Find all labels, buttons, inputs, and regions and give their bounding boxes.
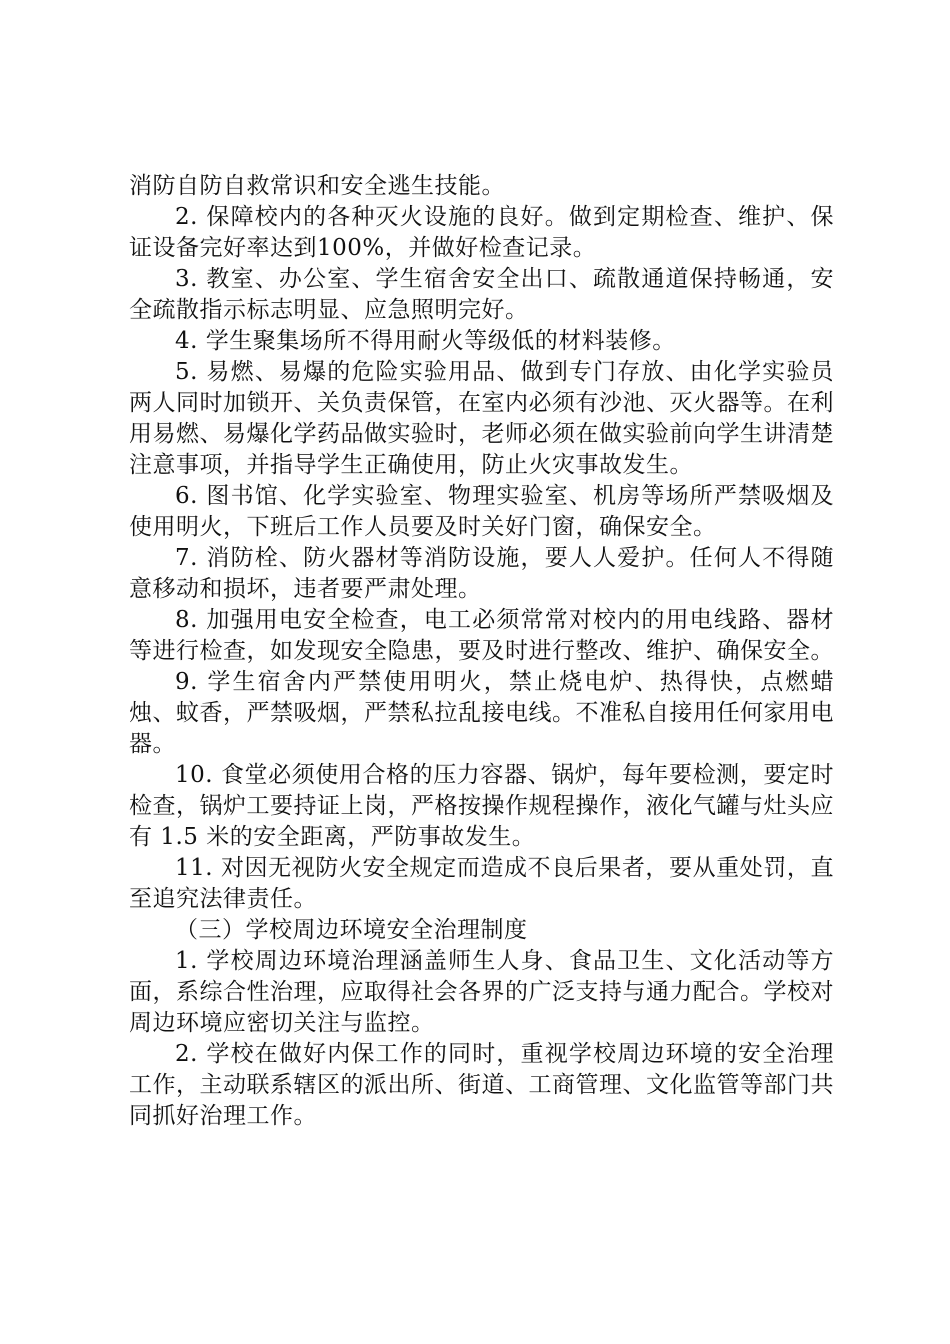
paragraph-item-2b: 2. 学校在做好内保工作的同时，重视学校周边环境的安全治理工作，主动联系辖区的派出所、街道、工商管理、文化监管等部门共同抓好治理工作。 [129, 1041, 834, 1129]
paragraph-item-5: 5. 易燃、易爆的危险实验用品、做到专门存放、由化学实验员两人同时加锁开、关负责保管，在室内必须有沙池、灭火器等。在利用易燃、易爆化学药品做实验时，老师必须在做实验前向学生讲清楚注意事项，并指导学生正确使用，防止火灾事故发生。 [129, 359, 834, 478]
paragraph-item-2: 2. 保障校内的各种灭火设施的良好。做到定期检查、维护、保证设备完好率达到100%，并做好检查记录。 [129, 204, 834, 261]
paragraph-item-9: 9. 学生宿舍内严禁使用明火，禁止烧电炉、热得快，点燃蜡烛、蚊香，严禁吸烟，严禁私拉乱接电线。不准私自接用任何家用电器。 [129, 669, 834, 757]
paragraph-item-7: 7. 消防栓、防火器材等消防设施，要人人爱护。任何人不得随意移动和损坏，违者要严肃处理。 [129, 545, 834, 602]
paragraph-continuation: 消防自防自救常识和安全逃生技能。 [129, 173, 505, 199]
document-body [129, 171, 834, 1132]
paragraph-item-4: 4. 学生聚集场所不得用耐火等级低的材料装修。 [175, 328, 676, 354]
paragraph-item-6: 6. 图书馆、化学实验室、物理实验室、机房等场所严禁吸烟及使用明火，下班后工作人员要及时关好门窗，确保安全。 [129, 483, 834, 540]
paragraph-item-1: 1. 学校周边环境治理涵盖师生人身、食品卫生、文化活动等方面，系综合性治理，应取得社会各界的广泛支持与通力配合。学校对周边环境应密切关注与监控。 [129, 948, 834, 1036]
paragraph-item-8: 8. 加强用电安全检查，电工必须常常对校内的用电线路、器材等进行检查，如发现安全隐患，要及时进行整改、维护、确保安全。 [129, 607, 834, 664]
paragraph-item-11: 11. 对因无视防火安全规定而造成不良后果者，要从重处罚，直至追究法律责任。 [129, 855, 834, 912]
paragraph-item-3: 3. 教室、办公室、学生宿舍安全出口、疏散通道保持畅通，安全疏散指示标志明显、应急照明完好。 [129, 266, 834, 323]
section-heading: （三）学校周边环境安全治理制度 [175, 917, 528, 943]
paragraph-item-10: 10. 食堂必须使用合格的压力容器、锅炉，每年要检测，要定时检查，锅炉工要持证上岗，严格按操作规程操作，液化气罐与灶头应有 1.5 米的安全距离，严防事故发生。 [129, 762, 834, 850]
